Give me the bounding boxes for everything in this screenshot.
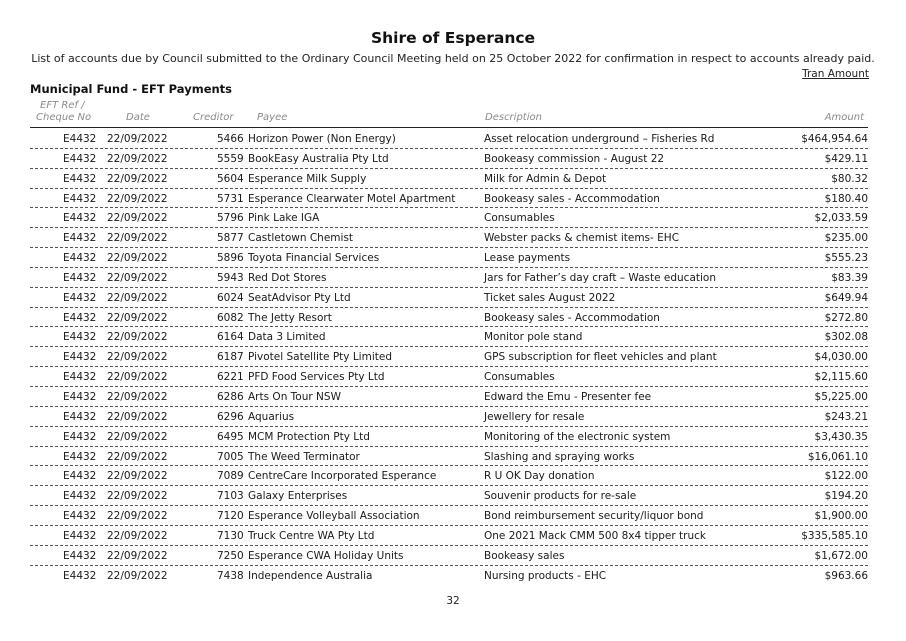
- cell-amount: $649.94: [824, 291, 868, 304]
- cell-ref: E4432: [63, 133, 97, 145]
- cell-ref: E4432: [63, 192, 97, 205]
- col-header-description: Description: [485, 112, 542, 123]
- cell-creditor: 7120: [217, 510, 244, 523]
- cell-amount: $2,115.60: [814, 371, 868, 384]
- cell-description: R U OK Day donation: [484, 470, 595, 483]
- cell-description: Nursing products - EHC: [484, 569, 607, 582]
- cell-amount: $1,672.00: [814, 549, 868, 562]
- cell-creditor: 6082: [217, 311, 244, 324]
- cell-date: 22/09/2022: [107, 470, 168, 483]
- cell-ref: E4432: [63, 351, 97, 364]
- cell-ref: E4432: [63, 232, 97, 245]
- table-row: [30, 486, 868, 506]
- table-row: [30, 387, 868, 407]
- cell-payee: Aquarius: [248, 410, 295, 423]
- cell-description: Ticket sales August 2022: [484, 291, 616, 304]
- cell-ref: E4432: [63, 271, 97, 284]
- cell-payee: Pink Lake IGA: [248, 212, 320, 225]
- table-row: [30, 526, 868, 546]
- cell-creditor: 7005: [217, 450, 244, 463]
- cell-creditor: 5943: [217, 271, 244, 284]
- cell-payee: Truck Centre WA Pty Ltd: [248, 529, 375, 542]
- cell-amount: $963.66: [824, 569, 868, 582]
- table-row: [30, 228, 868, 248]
- cell-date: 22/09/2022: [107, 252, 168, 265]
- table-row: [30, 466, 868, 486]
- cell-date: 22/09/2022: [107, 212, 168, 225]
- cell-ref: E4432: [63, 212, 97, 225]
- cell-creditor: 6221: [217, 371, 244, 384]
- table-row: [30, 447, 868, 467]
- cell-payee: Independence Australia: [248, 569, 373, 582]
- table-row: [30, 347, 868, 367]
- table-row: [30, 327, 868, 347]
- cell-date: 22/09/2022: [107, 192, 168, 205]
- cell-description: Bookeasy sales - Accommodation: [484, 311, 660, 324]
- cell-description: GPS subscription for fleet vehicles and plant: [484, 351, 717, 364]
- cell-creditor: 6187: [217, 351, 244, 364]
- cell-payee: Toyota Financial Services: [248, 252, 380, 265]
- cell-ref: E4432: [63, 152, 97, 165]
- cell-payee: Galaxy Enterprises: [248, 490, 348, 503]
- cell-amount: $4,030.00: [814, 351, 868, 364]
- cell-amount: $243.21: [824, 410, 868, 423]
- cell-description: Jars for Father’s day craft – Waste education: [484, 271, 716, 284]
- cell-date: 22/09/2022: [107, 430, 168, 443]
- cell-amount: $302.08: [824, 331, 868, 344]
- cell-ref: E4432: [63, 252, 97, 265]
- cell-date: 22/09/2022: [107, 390, 168, 403]
- cell-amount: $555.23: [824, 252, 868, 265]
- cell-date: 22/09/2022: [107, 371, 168, 384]
- cell-payee: The Weed Terminator: [248, 450, 360, 463]
- table-row: [30, 427, 868, 447]
- cell-payee: Arts On Tour NSW: [248, 390, 341, 403]
- table-row: [30, 546, 868, 566]
- cell-creditor: 7089: [217, 470, 244, 483]
- document-subtitle: List of accounts due by Council submitted to the Ordinary Council Meeting held on 25 October 2022 for confirmation in respect to accounts already paid.: [31, 52, 875, 65]
- cell-amount: $1,900.00: [814, 510, 868, 523]
- cell-description: Webster packs & chemist items- EHC: [484, 232, 680, 245]
- cell-payee: PFD Food Services Pty Ltd: [248, 371, 385, 384]
- cell-amount: $272.80: [824, 311, 868, 324]
- table-row: [30, 169, 868, 189]
- cell-description: Jewellery for resale: [484, 410, 585, 423]
- cell-description: Slashing and spraying works: [484, 450, 635, 463]
- cell-date: 22/09/2022: [107, 311, 168, 324]
- cell-ref: E4432: [63, 450, 97, 463]
- cell-payee: Esperance CWA Holiday Units: [248, 549, 404, 562]
- cell-date: 22/09/2022: [107, 490, 168, 503]
- cell-ref: E4432: [63, 371, 97, 384]
- cell-creditor: 5877: [217, 232, 244, 245]
- cell-payee: Pivotel Satellite Pty Limited: [248, 351, 392, 364]
- table-row: [30, 566, 868, 586]
- table-row: [30, 248, 868, 268]
- cell-creditor: 6286: [217, 390, 244, 403]
- cell-description: Consumables: [484, 371, 555, 384]
- cell-payee: Esperance Clearwater Motel Apartment: [248, 192, 456, 205]
- cell-amount: $80.32: [831, 172, 868, 185]
- cell-payee: The Jetty Resort: [248, 311, 332, 324]
- section-title: Municipal Fund - EFT Payments: [30, 82, 233, 96]
- payments-table: [0, 129, 906, 585]
- cell-amount: $83.39: [831, 271, 868, 284]
- page-number: 32: [446, 595, 460, 607]
- table-row: [30, 506, 868, 526]
- cell-payee: Esperance Volleyball Association: [248, 510, 420, 523]
- cell-description: Souvenir products for re-sale: [484, 490, 637, 503]
- cell-creditor: 7103: [217, 490, 244, 503]
- cell-creditor: 7130: [217, 529, 244, 542]
- cell-payee: SeatAdvisor Pty Ltd: [248, 291, 351, 304]
- cell-creditor: 5896: [217, 252, 244, 265]
- cell-description: Lease payments: [484, 252, 571, 265]
- cell-payee: Data 3 Limited: [248, 331, 326, 344]
- cell-description: Asset relocation underground – Fisheries Rd: [484, 133, 715, 145]
- cell-payee: BookEasy Australia Pty Ltd: [248, 152, 389, 165]
- cell-creditor: 6164: [217, 331, 244, 344]
- cell-creditor: 7438: [217, 569, 244, 582]
- col-header-payee: Payee: [257, 112, 288, 123]
- table-row: [30, 288, 868, 308]
- cell-creditor: 5559: [217, 152, 244, 165]
- cell-date: 22/09/2022: [107, 529, 168, 542]
- cell-creditor: 6296: [217, 410, 244, 423]
- cell-payee: CentreCare Incorporated Esperance: [248, 470, 437, 483]
- col-header-ref-line2: Cheque No: [36, 112, 92, 123]
- cell-date: 22/09/2022: [107, 172, 168, 185]
- cell-creditor: 6024: [217, 291, 244, 304]
- cell-date: 22/09/2022: [107, 291, 168, 304]
- cell-description: Bookeasy sales: [484, 549, 565, 562]
- cell-payee: Castletown Chemist: [248, 232, 354, 245]
- cell-amount: $235.00: [824, 232, 868, 245]
- table-row: [30, 367, 868, 387]
- cell-description: Consumables: [484, 212, 555, 225]
- cell-ref: E4432: [63, 470, 97, 483]
- cell-description: Bond reimbursement security/liquor bond: [484, 510, 704, 523]
- cell-payee: Red Dot Stores: [248, 271, 327, 284]
- table-row: [30, 149, 868, 169]
- cell-description: Edward the Emu - Presenter fee: [484, 390, 652, 403]
- cell-ref: E4432: [63, 172, 97, 185]
- cell-description: Milk for Admin & Depot: [484, 172, 607, 185]
- cell-creditor: 6495: [217, 430, 244, 443]
- col-header-date: Date: [126, 112, 150, 123]
- table-row: [30, 208, 868, 228]
- cell-creditor: 5466: [217, 133, 244, 145]
- cell-ref: E4432: [63, 331, 97, 344]
- cell-ref: E4432: [63, 311, 97, 324]
- cell-description: Monitoring of the electronic system: [484, 430, 671, 443]
- table-row: [30, 308, 868, 328]
- tran-amount-label: Tran Amount: [802, 68, 869, 80]
- cell-amount: $429.11: [824, 152, 868, 165]
- document-title: Shire of Esperance: [370, 29, 536, 47]
- col-header-amount: Amount: [824, 112, 864, 123]
- cell-description: One 2021 Mack CMM 500 8x4 tipper truck: [484, 529, 706, 542]
- cell-date: 22/09/2022: [107, 450, 168, 463]
- cell-date: 22/09/2022: [107, 271, 168, 284]
- cell-description: Bookeasy commission - August 22: [484, 152, 665, 165]
- cell-payee: Horizon Power (Non Energy): [248, 133, 396, 145]
- cell-ref: E4432: [63, 529, 97, 542]
- cell-creditor: 5796: [217, 212, 244, 225]
- cell-amount: $180.40: [824, 192, 868, 205]
- cell-amount: $194.20: [824, 490, 868, 503]
- cell-description: Bookeasy sales - Accommodation: [484, 192, 660, 205]
- cell-date: 22/09/2022: [107, 133, 168, 145]
- cell-ref: E4432: [63, 549, 97, 562]
- cell-date: 22/09/2022: [107, 351, 168, 364]
- cell-amount: $5,225.00: [814, 390, 868, 403]
- cell-creditor: 7250: [217, 549, 244, 562]
- cell-date: 22/09/2022: [107, 510, 168, 523]
- cell-amount: $335,585.10: [801, 529, 868, 542]
- cell-description: Monitor pole stand: [484, 331, 583, 344]
- cell-date: 22/09/2022: [107, 410, 168, 423]
- cell-creditor: 5604: [217, 172, 244, 185]
- cell-amount: $3,430.35: [814, 430, 868, 443]
- col-header-creditor: Creditor: [193, 112, 234, 123]
- cell-date: 22/09/2022: [107, 569, 168, 582]
- table-row: [30, 189, 868, 209]
- cell-date: 22/09/2022: [107, 152, 168, 165]
- cell-date: 22/09/2022: [107, 331, 168, 344]
- cell-amount: $2,033.59: [814, 212, 868, 225]
- cell-date: 22/09/2022: [107, 549, 168, 562]
- cell-ref: E4432: [63, 291, 97, 304]
- header-divider: [30, 127, 868, 128]
- col-header-ref-line1: EFT Ref /: [40, 100, 85, 111]
- cell-ref: E4432: [63, 390, 97, 403]
- table-row: [30, 268, 868, 288]
- cell-creditor: 5731: [217, 192, 244, 205]
- cell-ref: E4432: [63, 490, 97, 503]
- cell-ref: E4432: [63, 410, 97, 423]
- cell-ref: E4432: [63, 569, 97, 582]
- cell-date: 22/09/2022: [107, 232, 168, 245]
- cell-payee: Esperance Milk Supply: [248, 172, 367, 185]
- cell-amount: $16,061.10: [807, 450, 868, 463]
- table-row: [30, 129, 868, 149]
- cell-amount: $122.00: [824, 470, 868, 483]
- cell-ref: E4432: [63, 430, 97, 443]
- table-row: [30, 407, 868, 427]
- cell-payee: MCM Protection Pty Ltd: [248, 430, 370, 443]
- cell-amount: $464,954.64: [801, 133, 868, 145]
- cell-ref: E4432: [63, 510, 97, 523]
